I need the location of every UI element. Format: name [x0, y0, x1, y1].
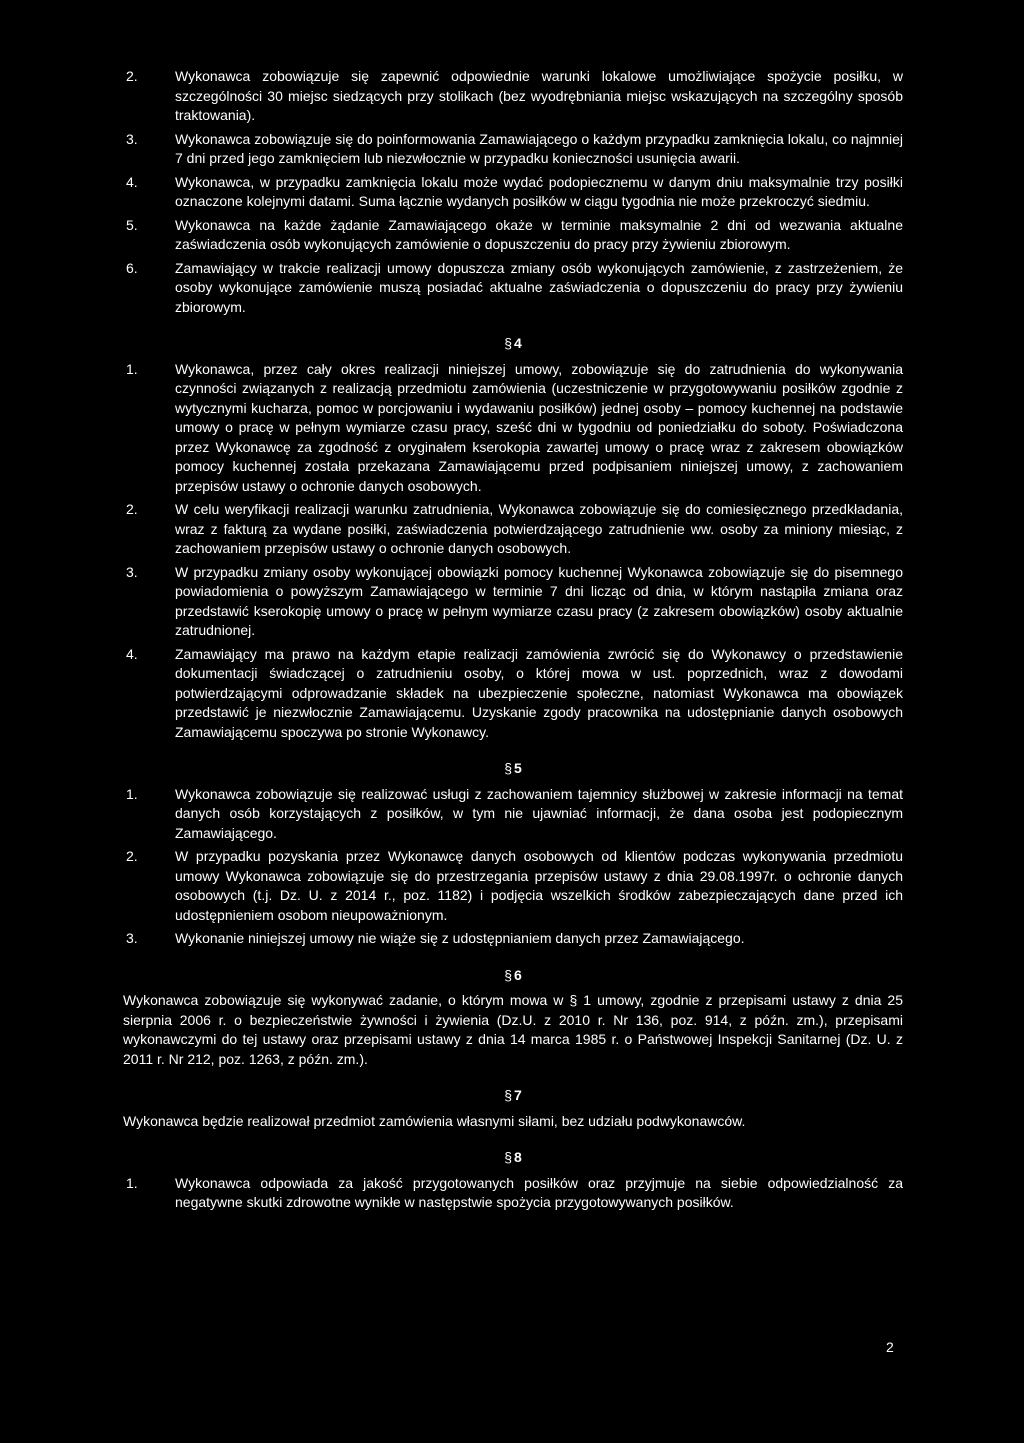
item-number: 6.	[126, 259, 138, 276]
item-number: 1.	[126, 1174, 138, 1191]
intro-list	[123, 67, 903, 317]
list-item	[123, 173, 903, 212]
item-text: Wykonawca odpowiada za jakość przygotowanych posiłków oraz przyjmuje na siebie odpowiedzialność za negatywne skutki zdrowotne wynikłe w następstwie spożycia przygotowywanych posiłków.	[175, 1174, 903, 1210]
item-text: Zamawiający ma prawo na każdym etapie realizacji zamówienia zwrócić się do Wykonawcy o przedstawienie dokumentacji świadczącej o zatrudnieniu osoby, o której mowa w ust. poprzednich, wraz z dowodami potwierdzającymi odprowadzanie składek na ubezpieczenie społeczne, natomiast Wykonawca ma obowiązek przedstawić je niezwłocznie Zamawiającemu. Uzyskanie zgody pracownika na udostępnianie danych osobowych Zamawiającemu spoczywa po stronie Wykonawcy.	[175, 645, 903, 740]
list-item	[123, 500, 903, 559]
list-item	[123, 360, 903, 497]
section-4-list	[123, 360, 903, 743]
section-7-text: Wykonawca będzie realizował przedmiot zamówienia własnymi siłami, bez udziału podwykonawców.	[123, 1112, 746, 1129]
item-number: 5.	[126, 216, 138, 233]
item-number: 2.	[126, 501, 138, 517]
item-number: 4.	[126, 173, 138, 190]
list-item	[123, 67, 903, 126]
item-text: W celu weryfikacji realizacji warunku zatrudnienia, Wykonawca zobowiązuje się do comiesięcznego przedkładania, wraz z fakturą za wydane posiłki, zaświadczenia potwierdzającego zatrudnienie ww. osoby za miniony miesiąc, z zachowaniem przepisów ustawy o ochronie danych osobowych.	[175, 501, 903, 556]
section-number: 4	[514, 335, 522, 351]
paragraph-sign: §	[504, 335, 512, 351]
item-text: Wykonawca, przez cały okres realizacji niniejszej umowy, zobowiązuje się do zatrudnienia do wykonywania czynności związanych z realizacją przedmiotu zamówienia (uczestniczenie w przygotowywaniu posiłków zgodnie z wytycznymi kucharza, pomoc w porcjowaniu i wydawaniu posiłków) jednej osoby – pomocy kuchennej na podstawie umowy o pracę w pełnym wymiarze czasu pracy, sześć dni w tygodniu od poniedziałku do soboty. Poświadczona przez Wykonawcę za zgodność z oryginałem kserokopia zawartej umowy o pracę wraz z zakresem obowiązków pomocy kuchennej została przekazana Zamawiającemu przed podpisaniem niniejszej umowy, z zachowaniem przepisów ustawy o ochronie danych osobowych.	[175, 360, 903, 494]
section-heading-5	[123, 759, 903, 779]
section-number: 5	[514, 760, 522, 776]
section-number: 6	[514, 966, 522, 983]
list-item	[123, 1174, 903, 1213]
list-item	[123, 929, 903, 949]
item-text: Wykonawca na każde żądanie Zamawiającego okaże w terminie maksymalnie 2 dni od wezwania aktualne zaświadczenia osób wykonujących zamówienie o dopuszczeniu do pracy przy żywieniu zbiorowym.	[175, 216, 903, 252]
paragraph-sign: §	[504, 1149, 512, 1165]
paragraph-sign: §	[504, 1087, 512, 1103]
item-number: 4.	[126, 645, 138, 662]
list-item	[123, 259, 903, 318]
section-number: 8	[514, 1149, 522, 1165]
section-number: 7	[514, 1087, 522, 1103]
section-heading-4	[123, 334, 903, 354]
item-number: 1.	[126, 360, 138, 377]
item-text: W przypadku pozyskania przez Wykonawcę danych osobowych od klientów podczas wykonywania przedmiotu umowy Wykonawca zobowiązuje się do przestrzegania przepisów ustawy z dnia 29.08.1997r. o ochronie danych osobowych (t.j. Dz. U. z 2014 r., poz. 1182) i podjęcia wszelkich środków zabezpieczających dane przed ich udostępnieniem osobom nieupoważnionym.	[175, 848, 903, 923]
paragraph-sign: §	[504, 966, 512, 983]
item-text: Wykonawca zobowiązuje się zapewnić odpowiednie warunki lokalowe umożliwiające spożycie posiłku, w szczególności 30 miejsc siedzących przy stolikach (bez wyodrębniania miejsc wskazujących na szczególny sposób traktowania).	[175, 68, 903, 123]
item-number: 3.	[126, 130, 138, 147]
document-page	[123, 67, 903, 1217]
section-5-list	[123, 785, 903, 949]
item-number: 1.	[126, 785, 138, 802]
list-item	[123, 645, 903, 743]
list-item	[123, 563, 903, 641]
section-heading-8	[123, 1148, 903, 1168]
item-text: Wykonawca zobowiązuje się realizować usługi z zachowaniem tajemnicy służbowej w zakresie informacji na temat danych osób korzystających z posiłków, w tym nie ujawniać informacji, że dana osoba jest podopiecznym Zamawiającego.	[175, 785, 903, 841]
section-heading-7	[123, 1086, 903, 1106]
item-number: 2.	[126, 848, 138, 864]
item-text: Zamawiający w trakcie realizacji umowy dopuszcza zmiany osób wykonujących zamówienie, z zastrzeżeniem, że osoby wykonujące zamówienie muszą posiadać aktualne zaświadczenia o dopuszczeniu do pracy przy żywieniu zbiorowym.	[175, 259, 903, 315]
item-text: Wykonawca, w przypadku zamknięcia lokalu może wydać podopiecznemu w danym dniu maksymalnie trzy posiłki oznaczone kolejnymi datami. Suma łącznie wydanych posiłków w ciągu tygodnia nie może przekroczyć siedmiu.	[175, 173, 903, 209]
item-text: W przypadku zmiany osoby wykonującej obowiązki pomocy kuchennej Wykonawca zobowiązuje się do pisemnego powiadomienia o powyższym Zamawiającego w terminie 7 dni licząc od dnia, w którym nastąpiła zmiana oraz przedstawić kserokopię umowy o pracę w pełnym wymiarze czasu pracy (z zakresem obowiązków) osoby aktualnie zatrudnionej.	[175, 563, 903, 638]
paragraph-sign: §	[504, 760, 512, 776]
list-item	[123, 785, 903, 844]
page-number: 2	[886, 1339, 894, 1355]
item-text: Wykonanie niniejszej umowy nie wiąże się z udostępnianiem danych przez Zamawiającego.	[175, 930, 745, 946]
section-8-list	[123, 1174, 903, 1213]
section-6-text: Wykonawca zobowiązuje się wykonywać zadanie, o którym mowa w § 1 umowy, zgodnie z przepisami ustawy z dnia 25 sierpnia 2006 r. o bezpieczeństwie żywności i żywienia (Dz.U. z 2010 r. Nr 136, poz. 914, z późn. zm.), przepisami wykonawczymi do tej ustawy oraz przepisami ustawy z dnia 14 marca 1985 r. o Państwowej Inspekcji Sanitarnej (Dz. U. z 2011 r. Nr 212, poz. 1263, z późn. zm.).	[123, 992, 903, 1067]
item-number: 3.	[126, 563, 138, 580]
section-heading-6	[123, 966, 903, 986]
item-text: Wykonawca zobowiązuje się do poinformowania Zamawiającego o każdym przypadku zamknięcia lokalu, co najmniej 7 dni przed jego zamknięciem lub niezwłocznie w przypadku konieczności usunięcia awarii.	[175, 130, 903, 166]
item-number: 2.	[126, 68, 138, 84]
item-number: 3.	[126, 930, 138, 946]
list-item	[123, 216, 903, 255]
list-item	[123, 847, 903, 925]
list-item	[123, 130, 903, 169]
